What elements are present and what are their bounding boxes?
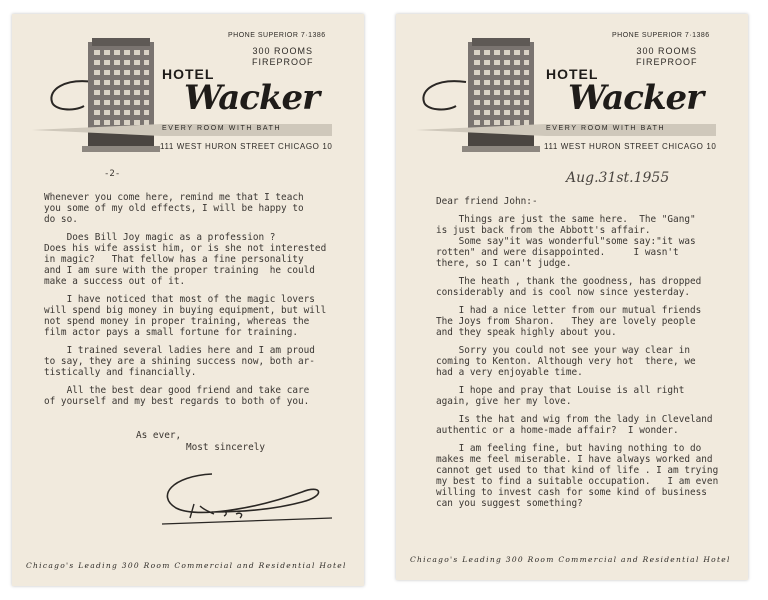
paragraph: Whenever you come here, remind me that I teach you some of my old effects, I will be happy to do so.	[44, 192, 304, 225]
signature-text	[212, 504, 237, 515]
letter-body-left	[44, 192, 344, 414]
paragraph: Is the hat and wig from the lady in Cleveland authentic or a home-made affair? I wonder.	[436, 414, 713, 436]
salutation: Dear friend John:-	[436, 196, 538, 207]
paragraph: Does Bill Joy magic as a profession ? Does his wife assist him, or is she not interested in magic? That fellow has a fine personality and I am sure with the proper training he could make a success out of it.	[44, 232, 327, 287]
paragraph: I trained several ladies here and I am proud to say, they are a shining success now, both ar- tistically and financially.	[44, 345, 315, 378]
hotel-word: HOTEL	[162, 66, 215, 82]
fireproof-label: FIREPROOF	[636, 57, 698, 67]
hotel-word: HOTEL	[546, 66, 599, 82]
letter-page-right	[396, 14, 748, 580]
letter-date: Aug.31st.1955	[566, 170, 670, 186]
paragraph: I had a nice letter from our mutual friends The Joys from Sharon. They are lovely people and they speak highly about you.	[436, 305, 702, 338]
paragraph: All the best dear good friend and take care of yourself and my best regards to both of you.	[44, 385, 310, 407]
paragraph: Sorry you could not see your way clear in coming to Kenton. Although very hot there, we had a very enjoyable time.	[436, 345, 696, 378]
closing-sincerely: Most sincerely	[186, 442, 266, 453]
handwritten-signature	[152, 466, 342, 532]
address: 111 WEST HURON STREET CHICAGO 10	[160, 142, 333, 151]
hotel-name-logo: Wacker	[568, 78, 704, 118]
closing-as-ever: As ever,	[136, 430, 182, 441]
rooms-info	[252, 46, 314, 68]
paragraph: I am feeling fine, but having nothing to do makes me feel miserable. I have always worked and cannot get used to that kind of life . I am trying my best to find a suitable occupation. I am even willing to invest cash for some kind of business can you suggest something?	[436, 443, 719, 509]
phone-number: PHONE SUPERIOR 7·1386	[612, 32, 710, 39]
fireproof-label: FIREPROOF	[252, 57, 314, 67]
address: 111 WEST HURON STREET CHICAGO 10	[544, 142, 717, 151]
paragraph: I hope and pray that Louise is all right again, give her my love.	[436, 385, 685, 407]
rooms-count: 300 ROOMS	[636, 46, 698, 56]
rooms-info	[636, 46, 698, 68]
letter-page-left	[12, 14, 364, 586]
page-number: -2-	[104, 169, 121, 179]
phone-number: PHONE SUPERIOR 7·1386	[228, 32, 326, 39]
tagline: EVERY ROOM WITH BATH	[546, 125, 666, 132]
letterhead	[12, 14, 364, 164]
tagline: EVERY ROOM WITH BATH	[162, 125, 282, 132]
footer-slogan: Chicago's Leading 300 Room Commercial and Residential Hotel	[26, 561, 347, 570]
paragraph: The heath , thank the goodness, has dropped considerably and is cool now since yesterday.	[436, 276, 702, 298]
letter-body-right	[436, 196, 742, 516]
rooms-count: 300 ROOMS	[252, 46, 314, 56]
paragraph: I have noticed that most of the magic lovers will spend big money in buying equipment, but will not spend money in proper training, whereas the film actor pays a small fortune for training.	[44, 294, 327, 338]
footer-slogan: Chicago's Leading 300 Room Commercial and Residential Hotel	[410, 555, 731, 564]
hotel-name-logo: Wacker	[184, 78, 320, 118]
paragraph: Things are just the same here. The "Gang" is just back from the Abbott's affair. Some say"it was wonderful"some say:"it was rotten" and were disappointed. I wasn't there, so I can't judge.	[436, 214, 696, 269]
letterhead	[396, 14, 748, 164]
